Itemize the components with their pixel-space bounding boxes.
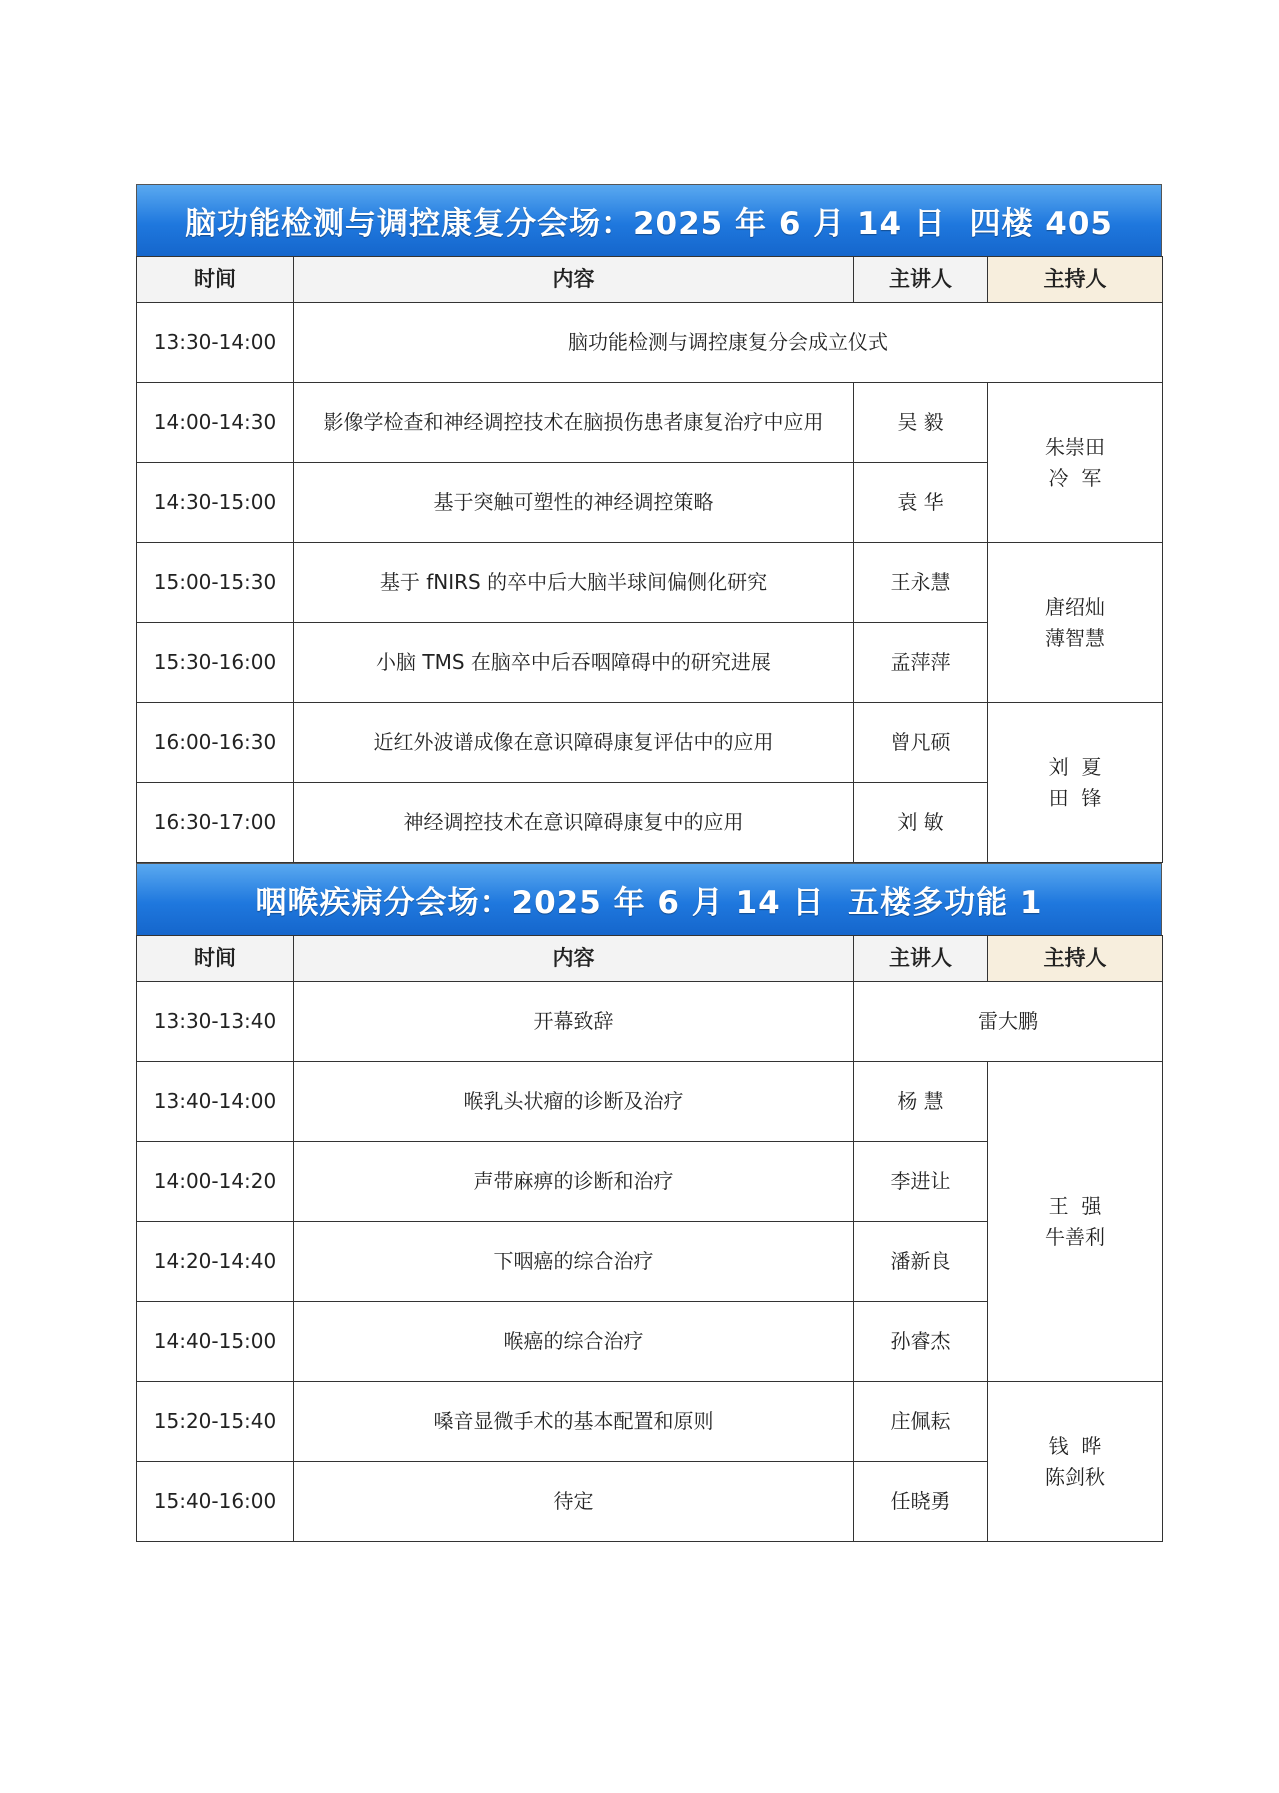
row-speaker: 王永慧 [854,543,988,623]
table-row [137,703,1163,783]
host-name: 刘 夏 [1048,754,1102,779]
row-speaker: 李进让 [854,1142,988,1222]
row-speaker: 雷大鹏 [854,982,1163,1062]
row-content: 开幕致辞 [294,982,854,1062]
session-1-banner [136,184,1162,256]
row-speaker: 吴 毅 [854,383,988,463]
row-time: 16:00-16:30 [137,703,294,783]
host-cell [988,543,1163,703]
host-name: 冷 军 [1048,465,1102,490]
host-name: 王 强 [1048,1193,1102,1218]
host-cell [988,1062,1163,1382]
row-content: 待定 [294,1462,854,1542]
session-1-table [136,256,1163,863]
table-header-row [137,936,1163,982]
host-cell [988,703,1163,863]
row-speaker: 孙睿杰 [854,1302,988,1382]
header-time: 时间 [137,936,294,982]
session-2-banner [136,863,1162,935]
row-content: 下咽癌的综合治疗 [294,1222,854,1302]
row-time: 16:30-17:00 [137,783,294,863]
host-cell [988,1382,1163,1542]
host-name: 钱 晔 [1048,1433,1102,1458]
row-time: 15:20-15:40 [137,1382,294,1462]
row-speaker: 袁 华 [854,463,988,543]
header-speaker: 主讲人 [854,257,988,303]
header-speaker: 主讲人 [854,936,988,982]
header-host: 主持人 [988,936,1163,982]
row-time: 13:40-14:00 [137,1062,294,1142]
table-row [137,982,1163,1062]
host-name: 陈剑秋 [1045,1464,1105,1489]
header-time: 时间 [137,257,294,303]
table-row [137,303,1163,383]
table-row [137,383,1163,463]
header-content: 内容 [294,936,854,982]
schedule-sheet [136,184,1162,1542]
row-content: 小脑 TMS 在脑卒中后吞咽障碍中的研究进展 [294,623,854,703]
host-name: 朱崇田 [1045,434,1105,459]
row-content: 脑功能检测与调控康复分会成立仪式 [294,303,1163,383]
row-speaker: 孟萍萍 [854,623,988,703]
row-speaker: 杨 慧 [854,1062,988,1142]
row-time: 15:00-15:30 [137,543,294,623]
row-speaker: 任晓勇 [854,1462,988,1542]
row-speaker: 潘新良 [854,1222,988,1302]
row-speaker: 刘 敏 [854,783,988,863]
row-time: 13:30-13:40 [137,982,294,1062]
session-2-title: 咽喉疾病分会场：2025 年 6 月 14 日 五楼多功能 1 [255,885,1043,921]
host-name: 田 锋 [1048,785,1102,810]
row-speaker: 庄佩耘 [854,1382,988,1462]
row-time: 15:40-16:00 [137,1462,294,1542]
session-1-title: 脑功能检测与调控康复分会场：2025 年 6 月 14 日 四楼 405 [184,206,1114,242]
row-time: 15:30-16:00 [137,623,294,703]
row-content: 影像学检查和神经调控技术在脑损伤患者康复治疗中应用 [294,383,854,463]
row-content: 基于突触可塑性的神经调控策略 [294,463,854,543]
row-content: 喉乳头状瘤的诊断及治疗 [294,1062,854,1142]
table-header-row [137,257,1163,303]
host-cell [988,383,1163,543]
row-time: 14:40-15:00 [137,1302,294,1382]
row-time: 14:00-14:20 [137,1142,294,1222]
table-row [137,543,1163,623]
row-content: 嗓音显微手术的基本配置和原则 [294,1382,854,1462]
row-content: 近红外波谱成像在意识障碍康复评估中的应用 [294,703,854,783]
header-host: 主持人 [988,257,1163,303]
host-name: 牛善利 [1045,1224,1105,1249]
host-name: 薄智慧 [1045,625,1105,650]
table-row [137,1062,1163,1142]
row-time: 14:00-14:30 [137,383,294,463]
row-time: 13:30-14:00 [137,303,294,383]
row-speaker: 曾凡硕 [854,703,988,783]
session-2-table [136,935,1163,1542]
host-name: 唐绍灿 [1045,594,1105,619]
header-content: 内容 [294,257,854,303]
row-content: 声带麻痹的诊断和治疗 [294,1142,854,1222]
row-content: 喉癌的综合治疗 [294,1302,854,1382]
row-time: 14:20-14:40 [137,1222,294,1302]
table-row [137,1382,1163,1462]
row-content: 基于 fNIRS 的卒中后大脑半球间偏侧化研究 [294,543,854,623]
row-content: 神经调控技术在意识障碍康复中的应用 [294,783,854,863]
row-time: 14:30-15:00 [137,463,294,543]
